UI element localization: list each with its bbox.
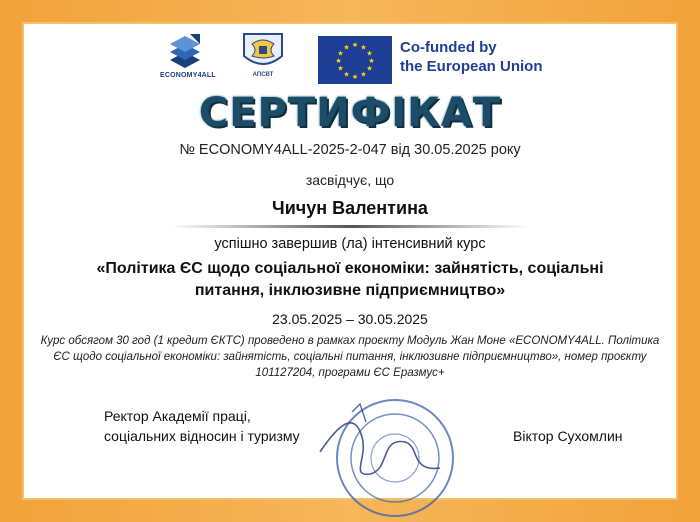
svg-text:★: ★ (366, 49, 373, 58)
svg-text:★: ★ (335, 57, 342, 65)
recipient-name: Чичун Валентина (272, 198, 428, 218)
svg-text:★: ★ (337, 64, 344, 73)
academy-logo (240, 30, 286, 86)
course-description: Курс обсягом 30 год (1 кредит ЄКТС) проведено в рамках проєкту Модуль Жан Моне «ECONOMY4ALL. Політика ЄС щодо соціальної економіки: зайнятість, соціальні питання, інклюзивне підприємництво», номер проєкту 101127204, програми ЄС Еразмус+ (40, 335, 660, 379)
svg-text:★: ★ (360, 70, 367, 79)
rector-title (104, 406, 300, 446)
rector-line-2: соціальних відносин і туризму (104, 428, 300, 444)
eu-cofunded-text (400, 38, 543, 76)
eu-flag-icon (318, 36, 392, 84)
completed-text: успішно завершив (ла) інтенсивний курс (214, 236, 486, 252)
certificate-number: № ECONOMY4ALL-2025-2-047 від 30.05.2025 року (179, 142, 521, 158)
svg-text:★: ★ (368, 57, 375, 65)
svg-text:★: ★ (343, 43, 350, 52)
certifies-text: засвідчує, що (305, 172, 395, 188)
certificate-title: СЕРТИФІКАТ (198, 90, 502, 136)
eu-line-1: Co-funded by (400, 39, 497, 56)
course-dates: 23.05.2025 – 30.05.2025 (272, 311, 428, 327)
course-title: «Політика ЄС щодо соціальної економіки: зайнятість, соціальні питання, інклюзивне підприємництво» (96, 260, 604, 299)
academy-logo-text: АПСВТ (252, 72, 274, 78)
signer-name: Віктор Сухомлин (513, 428, 623, 444)
svg-text:★: ★ (337, 49, 344, 58)
svg-text:★: ★ (360, 43, 367, 52)
svg-text:★: ★ (351, 73, 359, 81)
name-divider (170, 225, 530, 228)
svg-text:★: ★ (351, 41, 359, 49)
svg-text:★: ★ (343, 70, 350, 79)
economy4all-logo-text: ECONOMY4ALL (160, 72, 216, 79)
eu-line-2: the European Union (400, 58, 543, 75)
economy4all-logo (160, 32, 216, 84)
rector-line-1: Ректор Академії праці, (104, 408, 251, 424)
official-stamp (310, 382, 460, 522)
logo-bar (0, 30, 700, 86)
svg-text:★: ★ (366, 64, 373, 73)
academy-shield-icon (240, 30, 286, 72)
economy4all-icon (160, 32, 210, 72)
